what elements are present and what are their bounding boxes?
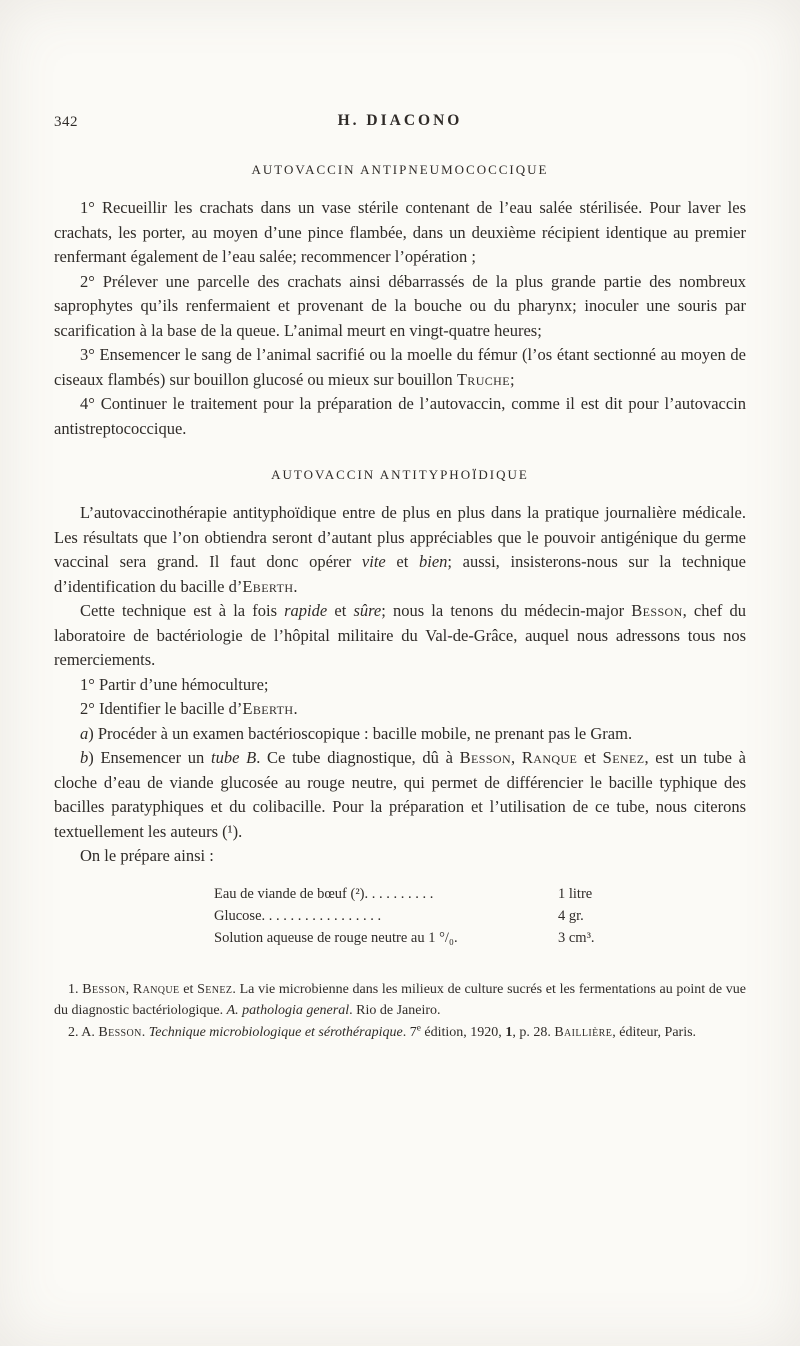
paragraph-step-4: 4° Continuer le traitement pour la préparation de l’autovaccin, comme il est dit pour l’autovaccin antistreptococcique. [54, 394, 746, 438]
section-heading: AUTOVACCIN ANTIPNEUMOCOCCIQUE [251, 162, 549, 177]
recipe-dot-leader: . . . . . . . . . [368, 885, 434, 902]
recipe-label [214, 905, 558, 927]
footnote-2: 2. A. Besson. Technique microbiologique et sérothérapique. 7e édition, 1920, 1, p. 28. Baillière, éditeur, Paris. [68, 1022, 697, 1040]
section-antityphoidique [54, 467, 746, 949]
section-antipneumococcique [54, 162, 746, 441]
paragraph-step-1: 1° Recueillir les crachats dans un vase stérile contenant de l’eau salée stérilisée. Pour laver les crachats, les porter, au moyen d’une pince flambée, dans un deuxième récipient identique au premier renfermant également de l’eau salée; recommencer l’opération ; [54, 198, 746, 266]
recipe-label [214, 927, 558, 949]
recipe-ingredient: Glucose. [214, 907, 266, 924]
page-number: 342 [54, 114, 78, 130]
recipe-dot-leader: . . . . . . . . . . . . . . . . [265, 907, 382, 924]
recipe-quantity: 3 cm³. [558, 929, 595, 946]
paragraph-step-1: 1° Partir d’une hémoculture; [80, 674, 269, 694]
recipe-label [214, 883, 558, 905]
page-content [54, 112, 746, 1043]
paragraph-intro: L’autovaccinothérapie antityphoïdique entre de plus en plus dans la pratique journalière médicale. Les résultats que l’on obtiendra seront d’autant plus appréciables que le pouvoir antigénique du germe vaccinal sera grand. Il faut donc opérer vite et bien; aussi, insisterons-nous sur la technique d’identification du bacille d’Eberth. [54, 503, 746, 596]
paragraph-technique: Cette technique est à la fois rapide et sûre; nous la tenons du médecin-major Besson, chef du laboratoire de bactériologie de l’hôpital militaire du Val-de-Grâce, auquel nous adressons tous nos remerciements. [54, 601, 746, 669]
recipe-ingredient: Eau de viande de bœuf (²). [214, 885, 369, 902]
recipe-quantity: 4 gr. [558, 907, 584, 924]
paragraph-step-2: 2° Prélever une parcelle des crachats ainsi débarrassés de la plus grande partie des nombreux saprophytes qu’ils renfermaient et provenant de la bouche ou du pharynx; inoculer une souris par scarification à la base de la queue. L’animal meurt en vingt-quatre heures; [54, 271, 746, 340]
recipe-ingredient: Solution aqueuse de rouge neutre au 1 °/₀. [214, 929, 458, 946]
paragraph-step-2: 2° Identifier le bacille d’Eberth. [80, 699, 298, 718]
paragraph-item-b: b) Ensemencer un tube B. Ce tube diagnostique, dû à Besson, Ranque et Senez, est un tube à cloche d’eau de viande glucosée au rouge neutre, qui permet de différencier le bacille typhique des bacilles paratyphiques et du colibacille. Pour la préparation et l’utilisation de ce tube, nous citerons textuellement les auteurs (¹). [54, 748, 746, 841]
section-heading: AUTOVACCIN ANTITYPHOÏDIQUE [271, 467, 529, 482]
recipe-row [214, 927, 622, 949]
running-title: H. DIACONO [337, 112, 463, 129]
recipe-table [214, 883, 622, 949]
recipe-row [214, 883, 622, 905]
footnote-1: 1. Besson, Ranque et Senez. La vie microbienne dans les milieux de culture sucrés et les fermentations au point de vue du diagnostic bactériologique. A. pathologia general. Rio de Janeiro. [54, 981, 747, 1018]
recipe-quantity: 1 litre [558, 885, 593, 902]
page-header [54, 112, 746, 134]
paragraph-item-a: a) Procéder à un examen bactérioscopique : bacille mobile, ne prenant pas le Gram. [80, 723, 633, 743]
paragraph-step-3: 3° Ensemencer le sang de l’animal sacrifié ou la moelle du fémur (l’os étant sectionné au moyen de ciseaux flambés) sur bouillon glucosé ou mieux sur bouillon Truche; [54, 345, 746, 389]
recipe-row [214, 905, 622, 927]
paragraph-preparation-lead: On le prépare ainsi : [80, 846, 214, 865]
footnotes [54, 979, 746, 1044]
